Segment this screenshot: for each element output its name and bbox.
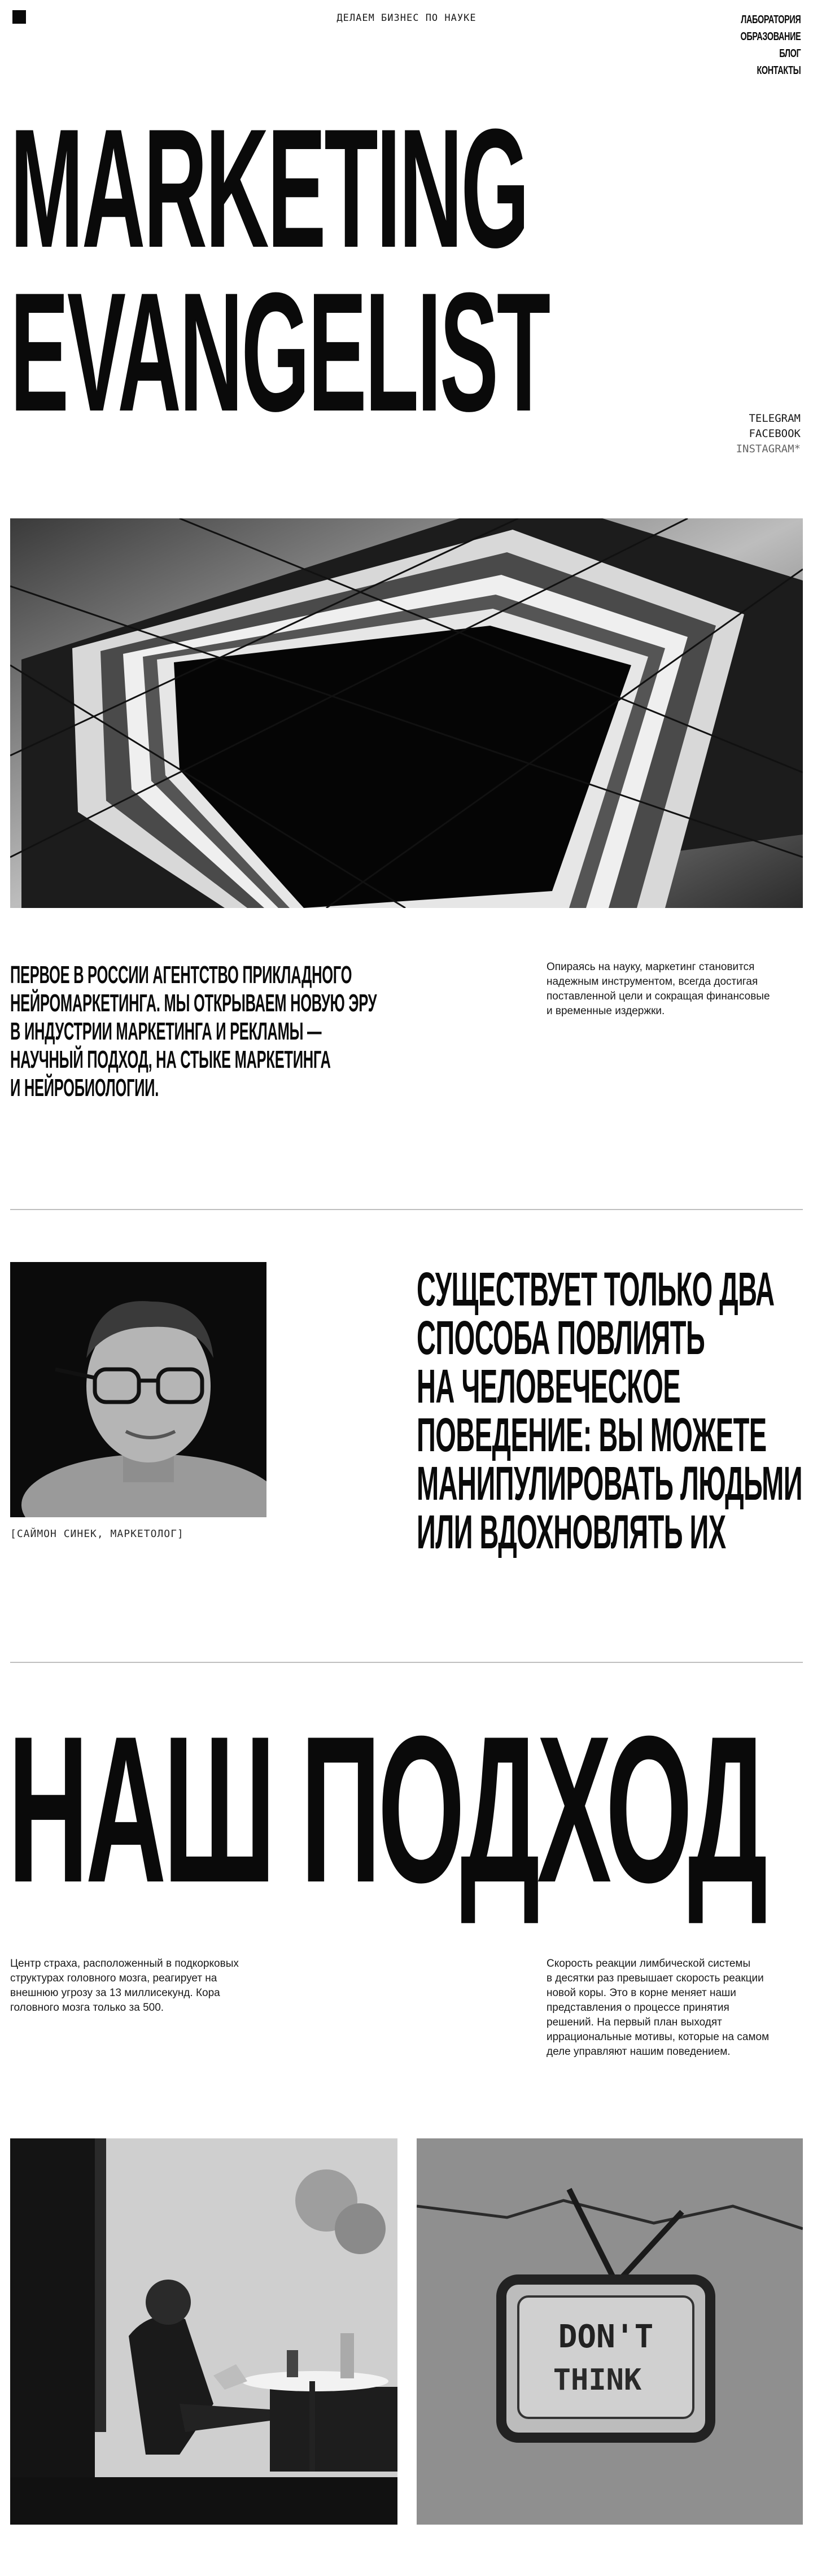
social-link-telegram[interactable]: TELEGRAM: [749, 412, 801, 425]
nav-item-contacts[interactable]: КОНТАКТЫ: [757, 64, 801, 77]
tagline: ДЕЛАЕМ БИЗНЕС ПО НАУКЕ: [336, 12, 477, 24]
skylight-illustration: [10, 518, 803, 908]
social-links: [736, 411, 801, 457]
quote-text: СУЩЕСТВУЕТ ТОЛЬКО ДВА СПОСОБА ПОВЛИЯТЬ НА ЧЕЛОВЕЧЕСКОЕ ПОВЕДЕНИЕ: ВЫ МОЖЕТЕ МАНИПУЛИРОВАТЬ ЛЮДЬМИ ИЛИ ВДОХНОВЛЯТЬ ИХ: [417, 1263, 802, 1558]
section-divider-1: [10, 1209, 803, 1210]
graffiti-photo-dont-think: [417, 2138, 803, 2525]
approach-right-text: Скорость реакции лимбической системы в десятки раз превышает скорость реакции новой коры. Это в корне меняет наши представления о процессе принятия решений. На первый план выходят иррациональные мотивы, которые на самом деле управляют нашим поведением.: [547, 1958, 770, 2058]
social-link-facebook[interactable]: FACEBOOK: [749, 427, 801, 440]
portrait-photo-simon-sinek: [10, 1262, 266, 1517]
approach-left-text: Центр страха, расположенный в подкорковых структурах головного мозга, реагирует на внешнюю угрозу за 13 миллисекунд. Кора головного мозга только за 500.: [10, 1958, 239, 2014]
portrait-caption: [САЙМОН СИНЕК, МАРКЕТОЛОГ]: [10, 1528, 184, 1540]
nav-item-education[interactable]: ОБРАЗОВАНИЕ: [740, 30, 801, 43]
graffiti-text-dont: DON'T: [558, 2319, 654, 2355]
social-link-instagram[interactable]: INSTAGRAM*: [736, 443, 801, 455]
nav-item-blog[interactable]: БЛОГ: [779, 47, 801, 60]
hero-photo-skylight: [10, 518, 803, 908]
intro-headline: ПЕРВОЕ В РОССИИ АГЕНТСТВО ПРИКЛАДНОГО НЕЙРОМАРКЕТИНГА. МЫ ОТКРЫВАЕМ НОВУЮ ЭРУ В ИНДУСТРИИ МАРКЕТИНГА И РЕКЛАМЫ — НАУЧНЫЙ ПОДХОД, НА СТЫКЕ МАРКЕТИНГА И НЕЙРОБИОЛОГИИ.: [10, 961, 377, 1102]
hero-title: [10, 93, 549, 447]
hero-title-line-1: MARKETING: [10, 93, 528, 283]
hero-title-line-2: EVANGELIST: [10, 257, 549, 447]
approach-title: НАШ ПОДХОД: [8, 1693, 765, 1926]
main-nav: [717, 11, 801, 79]
intro-side-text: Опираясь на науку, маркетинг становится надежным инструментом, всегда достигая поставленной цели и сокращая финансовые и временные издержки.: [547, 961, 770, 1017]
graffiti-text-think: THINK: [553, 2363, 642, 2397]
portrait-illustration: [10, 1262, 266, 1517]
nav-item-laboratory[interactable]: ЛАБОРАТОРИЯ: [740, 14, 801, 26]
cafe-photo: [10, 2138, 397, 2525]
graffiti-illustration: [417, 2138, 803, 2525]
section-divider-2: [10, 1662, 803, 1663]
cafe-illustration: [10, 2138, 397, 2525]
